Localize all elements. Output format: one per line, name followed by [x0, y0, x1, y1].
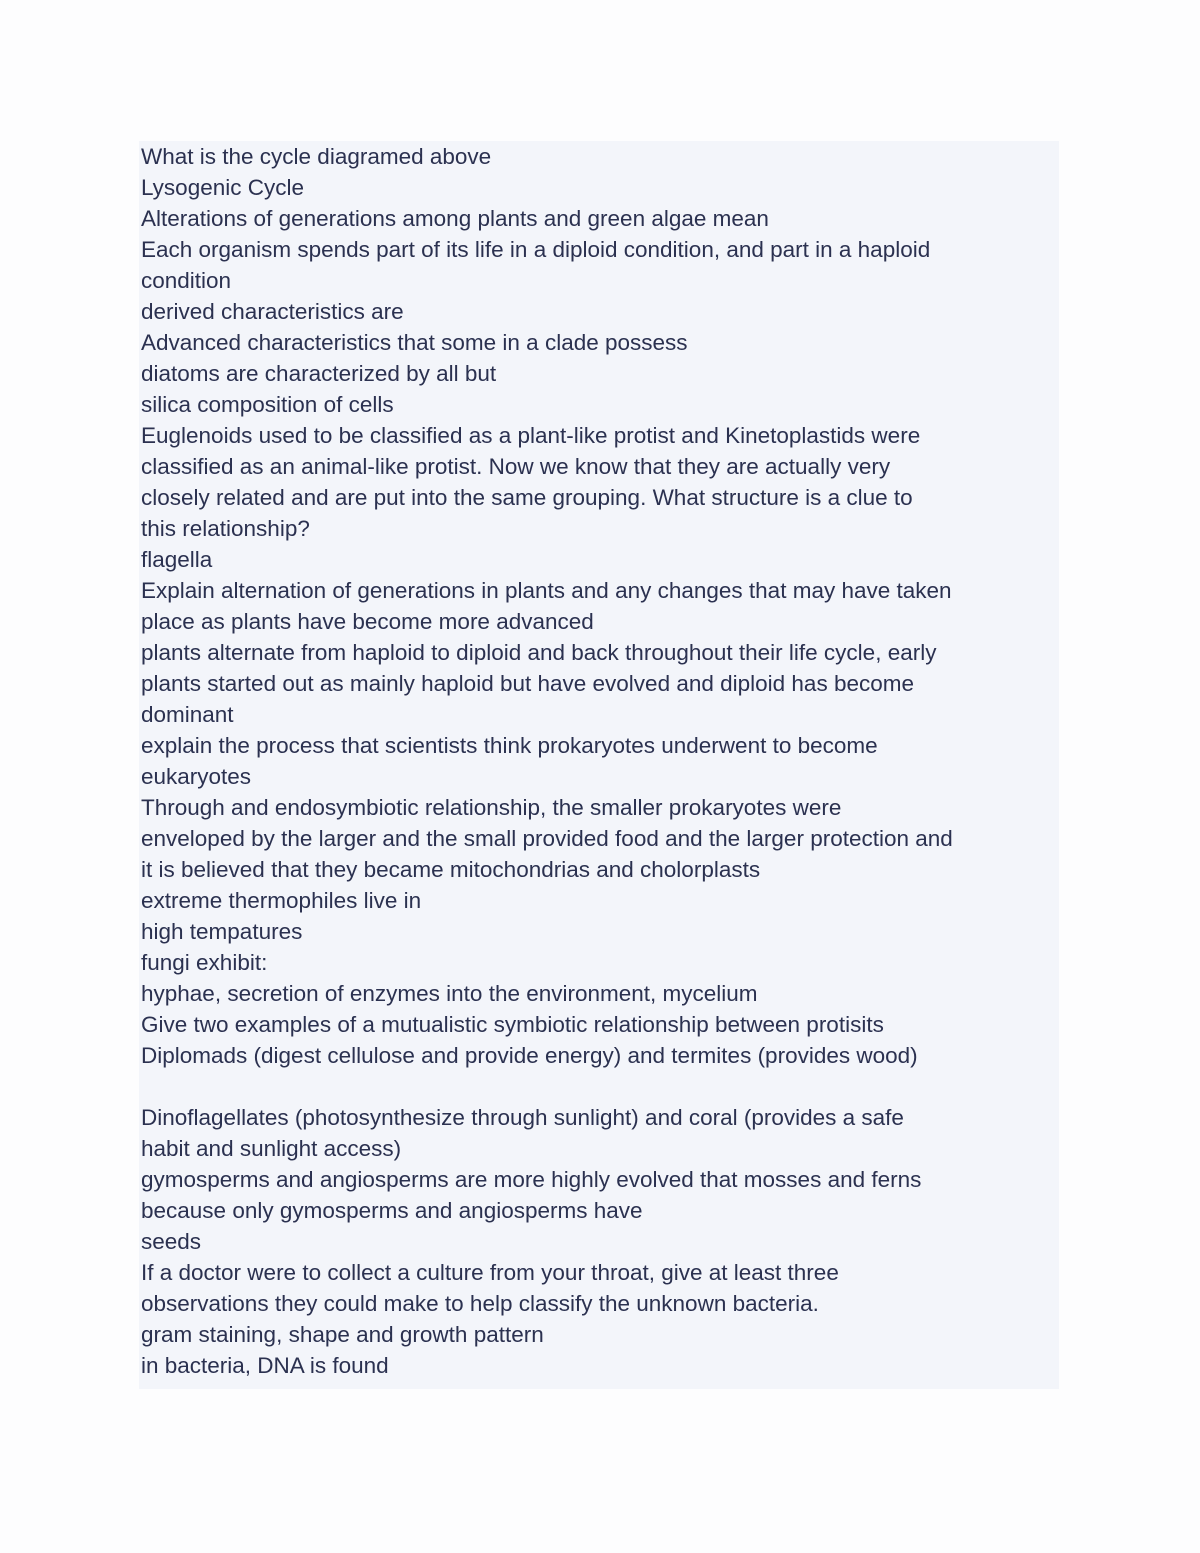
text-line: Advanced characteristics that some in a clade possess	[141, 330, 688, 355]
text-line: plants started out as mainly haploid but have evolved and diploid has become	[141, 671, 914, 696]
text-line: hyphae, secretion of enzymes into the environment, mycelium	[141, 981, 758, 1006]
text-line: because only gymosperms and angiosperms have	[141, 1198, 643, 1223]
text-line: extreme thermophiles live in	[141, 888, 422, 913]
text-line: Explain alternation of generations in plants and any changes that may have taken	[141, 578, 952, 603]
text-line: eukaryotes	[141, 764, 252, 789]
text-line: observations they could make to help classify the unknown bacteria.	[141, 1291, 819, 1316]
text-line: it is believed that they became mitochondrias and cholorplasts	[141, 857, 761, 882]
blank-line	[141, 1071, 1059, 1102]
text-line: this relationship?	[141, 516, 310, 541]
text-line: derived characteristics are	[141, 299, 404, 324]
text-line: What is the cycle diagramed above	[141, 144, 492, 169]
text-line: Dinoflagellates (photosynthesize through sunlight) and coral (provides a safe	[141, 1105, 904, 1130]
text-line: enveloped by the larger and the small provided food and the larger protection and	[141, 826, 953, 851]
text-line: condition	[141, 268, 232, 293]
text-line: Through and endosymbiotic relationship, the smaller prokaryotes were	[141, 795, 842, 820]
text-line: explain the process that scientists think prokaryotes underwent to become	[141, 733, 878, 758]
text-line: place as plants have become more advanced	[141, 609, 594, 634]
text-line: in bacteria, DNA is found	[141, 1353, 389, 1378]
text-line: Euglenoids used to be classified as a plant-like protist and Kinetoplastids were	[141, 423, 921, 448]
text-line: classified as an animal-like protist. Now we know that they are actually very	[141, 454, 891, 479]
text-line: closely related and are put into the same grouping. What structure is a clue to	[141, 485, 913, 510]
text-line: Alterations of generations among plants and green algae mean	[141, 206, 769, 231]
text-line: plants alternate from haploid to diploid and back throughout their life cycle, early	[141, 640, 937, 665]
text-line: high tempatures	[141, 919, 303, 944]
text-line: habit and sunlight access)	[141, 1136, 402, 1161]
text-line: flagella	[141, 547, 213, 572]
text-line: gram staining, shape and growth pattern	[141, 1322, 544, 1347]
text-line: Diplomads (digest cellulose and provide energy) and termites (provides wood)	[141, 1043, 918, 1068]
text-line: Each organism spends part of its life in a diploid condition, and part in a haploid	[141, 237, 931, 262]
text-block	[139, 141, 1059, 1389]
text-line: If a doctor were to collect a culture from your throat, give at least three	[141, 1260, 839, 1285]
text-line: gymosperms and angiosperms are more highly evolved that mosses and ferns	[141, 1167, 922, 1192]
text-line: dominant	[141, 702, 234, 727]
text-line: seeds	[141, 1229, 202, 1254]
text-line: Give two examples of a mutualistic symbiotic relationship between protisits	[141, 1012, 884, 1037]
text-line: fungi exhibit:	[141, 950, 268, 975]
text-line: diatoms are characterized by all but	[141, 361, 497, 386]
text-line: Lysogenic Cycle	[141, 175, 304, 200]
text-line: silica composition of cells	[141, 392, 394, 417]
